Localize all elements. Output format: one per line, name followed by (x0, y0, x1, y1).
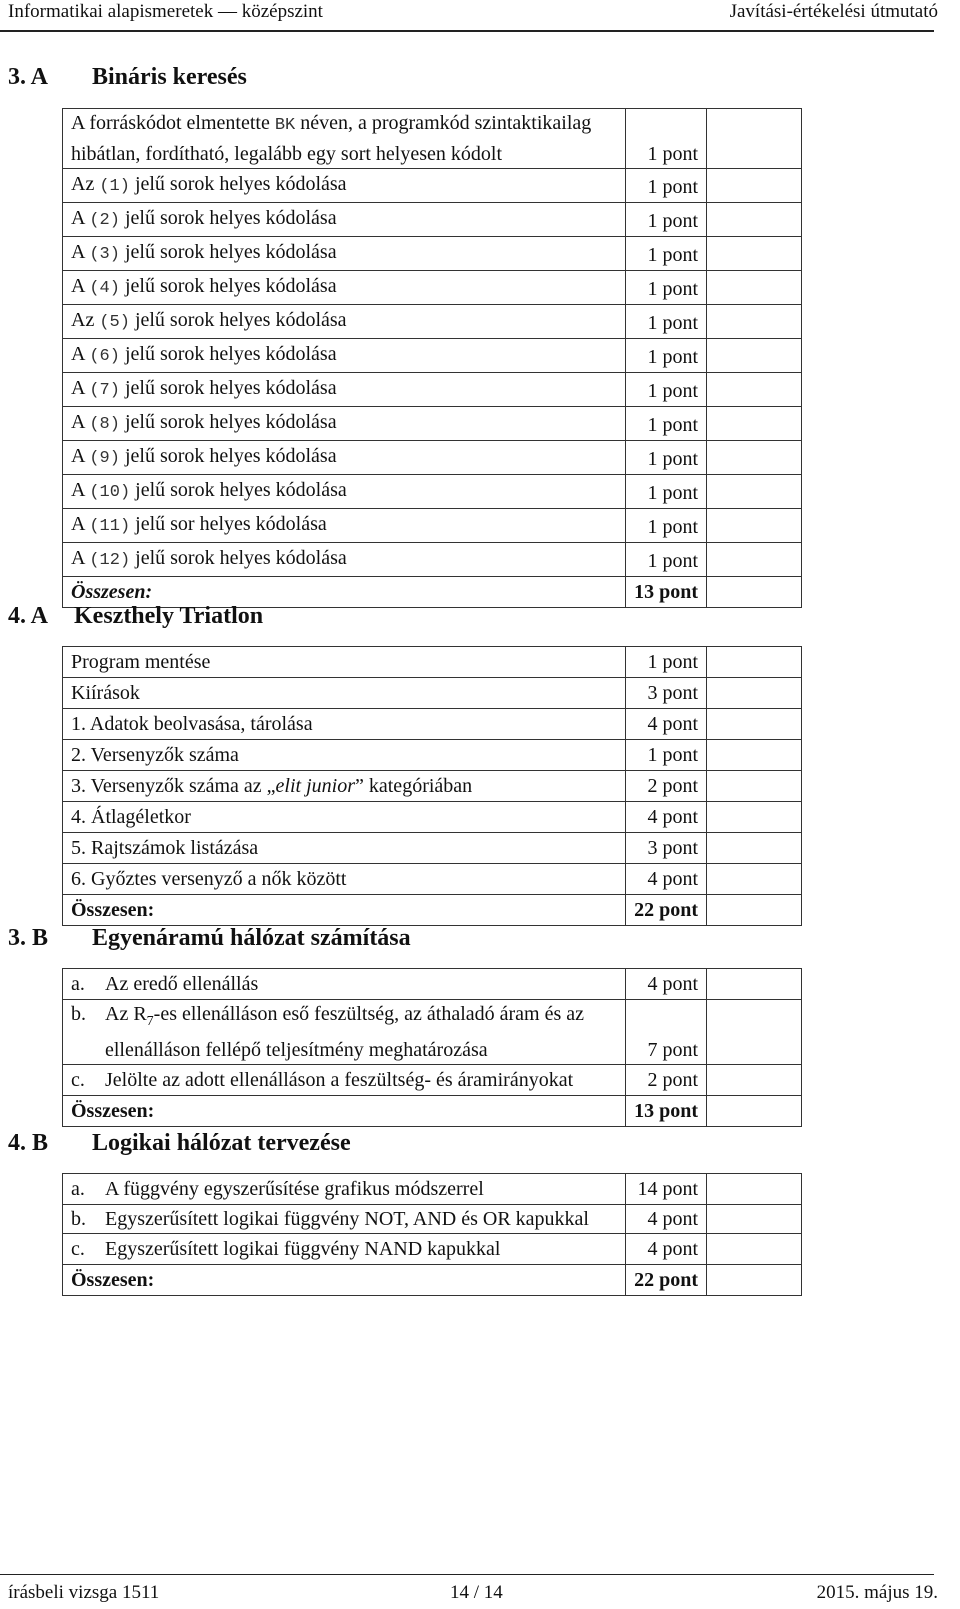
score-blank[interactable] (707, 271, 802, 305)
score-blank[interactable] (707, 441, 802, 475)
score-blank[interactable] (707, 740, 802, 771)
table-row: A (8) jelű sorok helyes kódolása 1 pont (63, 407, 802, 441)
score-blank[interactable] (707, 833, 802, 864)
criterion-cell: A forráskódot elmentette BK néven, a programkód szintaktikailag hibátlan, fordítható, legalább egy sort helyesen kódolt (63, 109, 626, 169)
score-blank[interactable] (707, 771, 802, 802)
table-row: A (9) jelű sorok helyes kódolása 1 pont (63, 441, 802, 475)
section-3a-title: 3. A Bináris keresés (8, 64, 247, 90)
score-table-4b (62, 1173, 802, 1296)
table-row: Kiírások 3 pont (63, 678, 802, 709)
score-blank[interactable] (707, 1265, 802, 1296)
table-row: A (10) jelű sorok helyes kódolása 1 pont (63, 475, 802, 509)
score-blank[interactable] (707, 1000, 802, 1065)
total-row: Összesen: 22 pont (63, 1265, 802, 1296)
total-row: Összesen: 13 pont (63, 577, 802, 608)
score-blank[interactable] (707, 373, 802, 407)
score-blank[interactable] (707, 802, 802, 833)
page-header (8, 0, 938, 30)
score-blank[interactable] (707, 1234, 802, 1265)
score-blank[interactable] (707, 109, 802, 169)
footer-date: 2015. május 19. (816, 1582, 938, 1603)
score-blank[interactable] (707, 864, 802, 895)
score-blank[interactable] (707, 1174, 802, 1205)
score-blank[interactable] (707, 407, 802, 441)
table-row: 4. Átlagéletkor 4 pont (63, 802, 802, 833)
score-blank[interactable] (707, 969, 802, 1000)
score-blank[interactable] (707, 647, 802, 678)
score-table-4a (62, 646, 802, 926)
score-blank[interactable] (707, 895, 802, 926)
table-row: 3. Versenyzők száma az „elit junior” kategóriában 2 pont (63, 771, 802, 802)
score-blank[interactable] (707, 339, 802, 373)
table-row: c. Egyszerűsített logikai függvény NAND kapukkal 4 pont (63, 1234, 802, 1265)
table-row: A (6) jelű sorok helyes kódolása 1 pont (63, 339, 802, 373)
table-row: c. Jelölte az adott ellenálláson a feszültség- és áramirányokat 2 pont (63, 1065, 802, 1096)
table-row: b. Az $R_7-es$ ellenálláson eső feszültség, az áthaladó áram és az ellenálláson fellépő teljesítmény meghatározása 7 pont (63, 1000, 802, 1065)
table-row: 6. Győztes versenyző a nők között 4 pont (63, 864, 802, 895)
score-blank[interactable] (707, 203, 802, 237)
score-blank[interactable] (707, 709, 802, 740)
table-row: 5. Rajtszámok listázása 3 pont (63, 833, 802, 864)
score-table-3a (62, 108, 802, 608)
footer-divider (0, 1574, 934, 1575)
table-row: 1. Adatok beolvasása, tárolása 4 pont (63, 709, 802, 740)
table-row (63, 109, 802, 169)
table-row: A (3) jelű sorok helyes kódolása 1 pont (63, 237, 802, 271)
footer-page-number: 14 / 14 (450, 1582, 503, 1603)
table-row: A (4) jelű sorok helyes kódolása 1 pont (63, 271, 802, 305)
score-blank[interactable] (707, 237, 802, 271)
header-subject: Informatikai alapismeretek — középszint (8, 1, 323, 22)
score-blank[interactable] (707, 1065, 802, 1096)
total-row: Összesen: 22 pont (63, 895, 802, 926)
section-3b-title: 3. B Egyenáramú hálózat számítása (8, 925, 411, 951)
header-doc-type: Javítási-értékelési útmutató (729, 1, 938, 22)
table-row: A (7) jelű sorok helyes kódolása 1 pont (63, 373, 802, 407)
total-row: Összesen: 13 pont (63, 1096, 802, 1127)
table-row: Az (1) jelű sorok helyes kódolása 1 pont (63, 169, 802, 203)
table-row: a. Az eredő ellenállás 4 pont (63, 969, 802, 1000)
points-cell: 1 pont (626, 109, 707, 169)
table-row: Program mentése 1 pont (63, 647, 802, 678)
table-row: A (12) jelű sorok helyes kódolása 1 pont (63, 543, 802, 577)
table-row: A (11) jelű sor helyes kódolása 1 pont (63, 509, 802, 543)
score-blank[interactable] (707, 543, 802, 577)
table-row: Az (5) jelű sorok helyes kódolása 1 pont (63, 305, 802, 339)
header-divider (0, 30, 934, 32)
score-blank[interactable] (707, 509, 802, 543)
score-blank[interactable] (707, 475, 802, 509)
table-row: 2. Versenyzők száma 1 pont (63, 740, 802, 771)
score-blank[interactable] (707, 577, 802, 608)
footer-exam-id: írásbeli vizsga 1511 (8, 1582, 160, 1603)
table-row: b. Egyszerűsített logikai függvény NOT, AND és OR kapukkal 4 pont (63, 1205, 802, 1234)
score-blank[interactable] (707, 169, 802, 203)
table-row: a. A függvény egyszerűsítése grafikus módszerrel 14 pont (63, 1174, 802, 1205)
score-blank[interactable] (707, 1096, 802, 1127)
score-blank[interactable] (707, 305, 802, 339)
section-4b-title: 4. B Logikai hálózat tervezése (8, 1130, 351, 1156)
score-blank[interactable] (707, 1205, 802, 1234)
table-row: A (2) jelű sorok helyes kódolása 1 pont (63, 203, 802, 237)
section-4a-title: 4. A Keszthely Triatlon (8, 603, 264, 629)
score-table-3b (62, 968, 802, 1127)
score-blank[interactable] (707, 678, 802, 709)
